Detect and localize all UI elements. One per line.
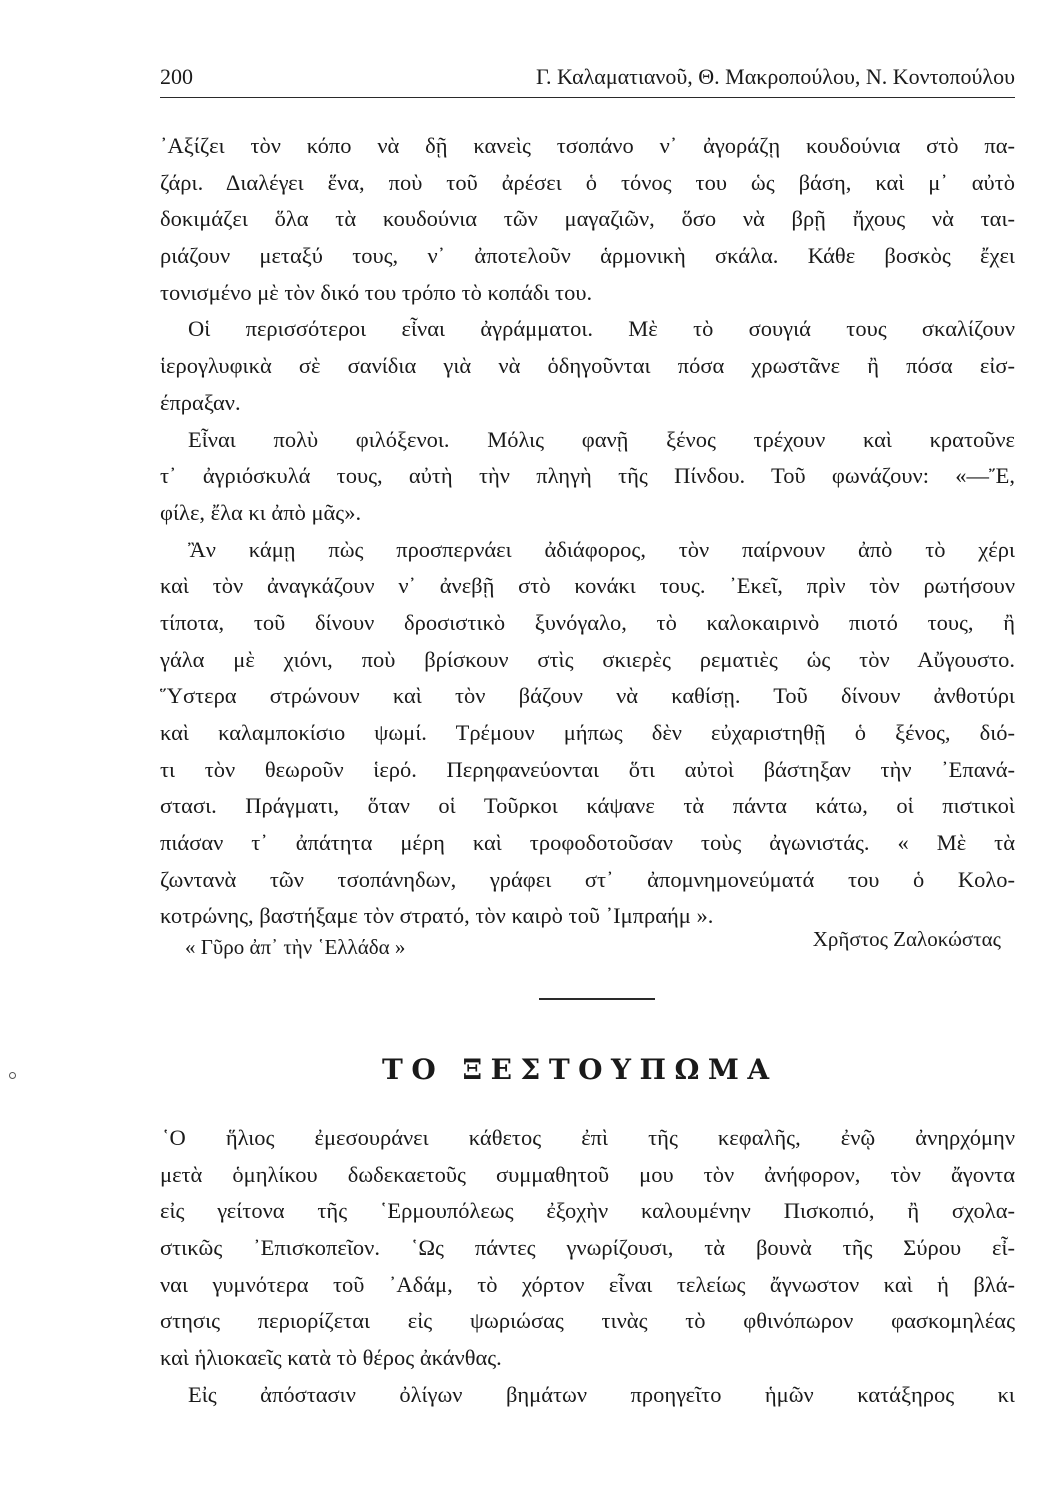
text-line: Ἂν κάμῃ πὼς προσπερνάει ἀδιάφορος, τὸν παίρνουν ἀπὸ τὸ χέρι <box>188 536 1015 562</box>
text-line: Ὕστερα στρώνουν καὶ τὸν βάζουν νὰ καθίσῃ. Τοῦ δίνουν ἀνθοτύρι <box>160 683 1015 709</box>
section-divider <box>539 998 655 1000</box>
text-line: ᾽Αξίζει τὸν κόπο νὰ δῇ κανεὶς τσοπάνο ν᾽ ἀγοράζῃ κουδούνια στὸ πα- <box>160 133 1015 158</box>
author-name: Χρῆστος Ζαλοκώστας <box>812 927 1001 951</box>
text-line: ζάρι. Διαλέγει ἕνα, ποὺ τοῦ ἀρέσει ὁ τόνος του ὡς βάση, καὶ μ᾽ αὐτὸ <box>160 169 1015 195</box>
text-line: στικῶς ᾽Επισκοπεῖον. ῾Ως πάντες γνωρίζουσι, τὰ βουνὰ τῆς Σύρου εἶ- <box>160 1235 1015 1261</box>
text-line: στασι. Πράγματι, ὅταν οἱ Τοῦρκοι κάψανε τὰ πάντα κάτω, οἱ πιστικοὶ <box>160 793 1015 819</box>
text-line: εἰς γείτονα τῆς ῾Ερμουπόλεως ἐξοχὴν καλουμένην Πισκοπιό, ἢ σχολα- <box>160 1198 1015 1224</box>
text-line: ῾Ο ἥλιος ἐμεσουράνει κάθετος ἐπὶ τῆς κεφαλῆς, ἐνῷ ἀνηρχόμην <box>162 1125 1015 1150</box>
text-line: τίποτα, τοῦ δίνουν δροσιστικὸ ξυνόγαλο, τὸ καλοκαιρινὸ πιοτό τους, ἢ <box>160 609 1015 635</box>
text-line: τονισμένο μὲ τὸν δικό του τρόπο τὸ κοπάδι του. <box>160 279 593 305</box>
text-line: Εἶναι πολὺ φιλόξενοι. Μόλις φανῇ ξένος τρέχουν καὶ κρατοῦνε <box>188 426 1015 452</box>
text-line: Εἰς ἀπόστασιν ὀλίγων βημάτων προηγεῖτο ἡμῶν κατάξηρος κι <box>188 1381 1015 1407</box>
text-line: μετὰ ὁμηλίκου δωδεκαετοῦς συμμαθητοῦ μου τὸν ἀνήφορον, τὸν ἄγοντα <box>160 1161 1015 1187</box>
text-line: καὶ ἡλιοκαεῖς κατὰ τὸ θέρος ἀκάνθας. <box>160 1345 502 1371</box>
source-title: « Γῦρο ἀπ᾽ τὴν ῾Ελλάδα » <box>185 935 406 959</box>
page-number: 200 <box>160 64 193 89</box>
text-line: ζωντανὰ τῶν τσοπάνηδων, γράφει στ᾽ ἀπομνημονεύματά του ὁ Κολο- <box>160 866 1015 892</box>
text-line: δοκιμάζει ὅλα τὰ κουδούνια τῶν μαγαζιῶν, ὅσο νὰ βρῇ ἤχους νὰ ται- <box>160 206 1015 232</box>
section-title: ΤΟ ΞΕΣΤΟΥΠΩΜΑ <box>382 1053 778 1086</box>
text-line: ἱερογλυφικὰ σὲ σανίδια γιὰ νὰ ὁδηγοῦνται πόσα χρωστᾶνε ἢ πόσα εἰσ- <box>160 353 1015 379</box>
text-line: πιάσαν τ᾽ ἀπάτητα μέρη καὶ τροφοδοτοῦσαν τοὺς ἀγωνιστάς. « Μὲ τὰ <box>160 830 1015 856</box>
text-line: φίλε, ἔλα κι ἀπὸ μᾶς». <box>160 499 362 525</box>
text-line: τ᾽ ἀγριόσκυλά τους, αὐτὴ τὴν πληγὴ τῆς Πίνδου. Τοῦ φωνάζουν: «—Ἔ, <box>160 463 1015 489</box>
text-line: ριάζουν μεταξύ τους, ν᾽ ἀποτελοῦν ἁρμονικὴ σκάλα. Κάθε βοσκὸς ἔχει <box>160 243 1015 269</box>
text-line: έπραξαν. <box>160 389 241 415</box>
running-head-authors: Γ. Καλαματιανοῦ, Θ. Μακροπούλου, Ν. Κοντοπούλου <box>535 64 1015 89</box>
text-line: ναι γυμνότερα τοῦ ᾽Αδάμ, τὸ χόρτον εἶναι τελείως ἄγνωστον καὶ ἡ βλά- <box>160 1271 1015 1297</box>
text-line: στησις περιορίζεται εἰς ψωριώσας τινὰς τὸ φθινόπωρον φασκομηλέας <box>160 1308 1015 1334</box>
margin-dot-mark <box>9 1072 16 1079</box>
text-line: καὶ καλαμποκίσιο ψωμί. Τρέμουν μήπως δὲν εὐχαριστηθῇ ὁ ξένος, διό- <box>160 720 1015 745</box>
text-line: τι τὸν θεωροῦν ἱερό. Περηφανεύονται ὅτι αὐτοὶ βάστηξαν τὴν ᾽Επανά- <box>160 756 1015 782</box>
attribution <box>160 928 1015 962</box>
text-line: καὶ τὸν ἀναγκάζουν ν᾽ ἀνεβῇ στὸ κονάκι τους. ᾽Εκεῖ, πρὶν τὸν ρωτήσουν <box>160 573 1015 599</box>
text-line: γάλα μὲ χιόνι, ποὺ βρίσκουν στὶς σκιερὲς ρεματιὲς ὡς τὸν Αὔγουστο. <box>160 646 1015 672</box>
article-two-body <box>160 1120 1015 1414</box>
article-one-body <box>160 128 1015 935</box>
header-rule <box>160 97 1015 98</box>
text-line: Οἱ περισσότεροι εἶναι ἀγράμματοι. Μὲ τὸ σουγιά τους σκαλίζουν <box>188 316 1015 342</box>
text-line: κοτρώνης, βαστήξαμε τὸν στρατό, τὸν καιρὸ τοῦ ᾽Ιμπραήμ ». <box>160 903 714 929</box>
running-head <box>160 62 1015 92</box>
